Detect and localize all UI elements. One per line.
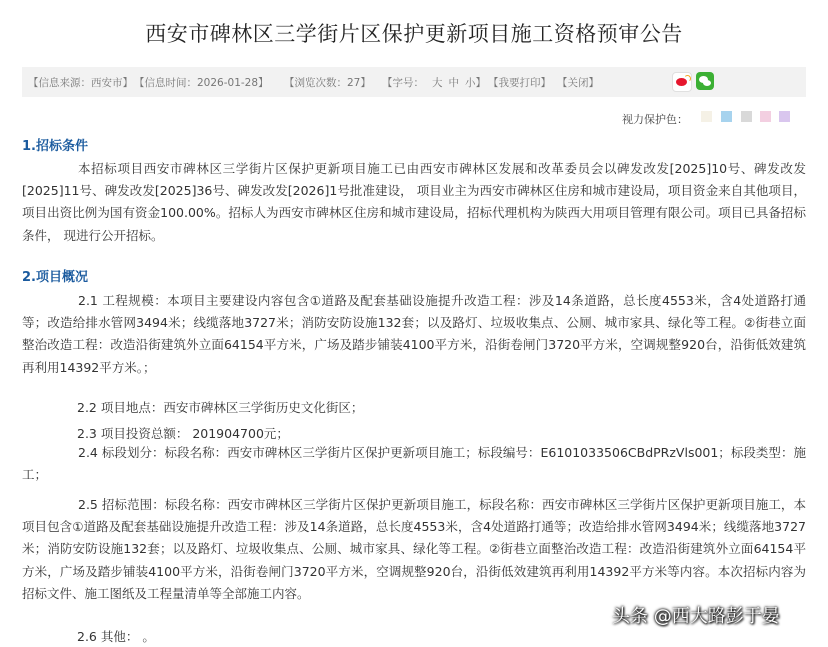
font-large-link[interactable]: 大 xyxy=(432,77,443,89)
close-link[interactable]: 【关闭】 xyxy=(557,77,599,89)
weibo-share-icon[interactable] xyxy=(672,72,692,92)
section-heading: 2.项目概况 xyxy=(22,270,88,285)
section-heading: 1.招标条件 xyxy=(22,139,88,154)
info-source: 【信息来源：西安市】 xyxy=(28,77,133,89)
eye-color-swatch[interactable] xyxy=(721,111,732,122)
project-scale-text: 2.1 工程规模：本项目主要建设内容包含①道路及配套基础设施提升改造工程：涉及14条道路，总长度4553米，含4处道路打通等；改造给排水管网3494米；线缆落地3727米；消防安防设施132套；以及路灯、垃圾收集点、公厕、城市家具、绿化等工程。②街巷立面整治改造工程：改造沿街建筑外立面64154平方米，广场及踏步铺装4100平方米，沿街卷闸门3720平方米，空调规整920台，沿街低效建筑再利用14392平方米。； xyxy=(22,293,806,375)
font-medium-link[interactable]: 中 xyxy=(448,77,459,89)
font-small-link[interactable]: 小】 xyxy=(465,77,486,89)
eye-protection-label: 视力保护色： xyxy=(622,113,688,126)
investment-total-text: 2.3 项目投资总额： 201904700元； xyxy=(77,426,289,441)
eye-color-swatch[interactable] xyxy=(779,111,790,122)
eye-color-swatch[interactable] xyxy=(741,111,752,122)
project-location-text: 2.2 项目地点：西安市碑林区三学街历史文化街区； xyxy=(77,400,364,415)
lot-division-text: 2.4 标段划分：标段名称：西安市碑林区三学街片区保护更新项目施工；标段编号：E6101033506CBdPRzVls001；标段类型：施工； xyxy=(22,445,806,483)
tender-conditions-text: 本招标项目西安市碑林区三学街片区保护更新项目施工已由西安市碑林区发展和改革委员会以碑发改发[2025]10号、碑发改发[2025]11号、碑发改发[2025]36号、碑发改发[2026]1号批准建设， 项目业主为西安市碑林区住房和城市建设局，项目资金来自其他项目，项目出资比例为国有资金100.00%。招标人为西安市碑林区住房和城市建设局，招标代理机构为陕西大用项目管理有限公司。项目已具备招标条件， 现进行公开招标。 xyxy=(22,161,806,243)
eye-color-swatch[interactable] xyxy=(701,111,712,122)
page-title: 西安市碑林区三学街片区保护更新项目施工资格预审公告 xyxy=(145,22,683,46)
info-time: 【信息时间：2026-01-28】 xyxy=(134,77,269,89)
print-link[interactable]: 【我要打印】 xyxy=(488,77,551,89)
other-text: 2.6 其他： 。 xyxy=(77,629,155,644)
font-size-label: 【字号： xyxy=(382,77,424,89)
wechat-share-icon[interactable] xyxy=(696,72,714,90)
eye-color-swatch[interactable] xyxy=(760,111,771,122)
view-count: 【浏览次数：27】 xyxy=(284,77,371,89)
font-size-control xyxy=(382,75,486,90)
info-bar xyxy=(22,67,806,97)
toutiao-watermark: 头条 @西大路彭于晏 xyxy=(612,606,780,627)
tender-scope-text: 2.5 招标范围：标段名称：西安市碑林区三学街片区保护更新项目施工，标段名称：西安市碑林区三学街片区保护更新项目施工，本项目包含①道路及配套基础设施提升改造工程：涉及14条道路，总长度4553米，含4处道路打通等；改造给排水管网3494米；线缆落地3727米；消防安防设施132套；以及路灯、垃圾收集点、公厕、城市家具、绿化等工程。②街巷立面整治改造工程：改造沿街建筑外立面64154平方米，广场及踏步铺装4100平方米，沿街卷闸门3720平方米，空调规整920台，沿街低效建筑再利用14392平方米等内容。本次招标内容为招标文件、施工图纸及工程量清单等全部施工内容。 xyxy=(22,497,806,601)
